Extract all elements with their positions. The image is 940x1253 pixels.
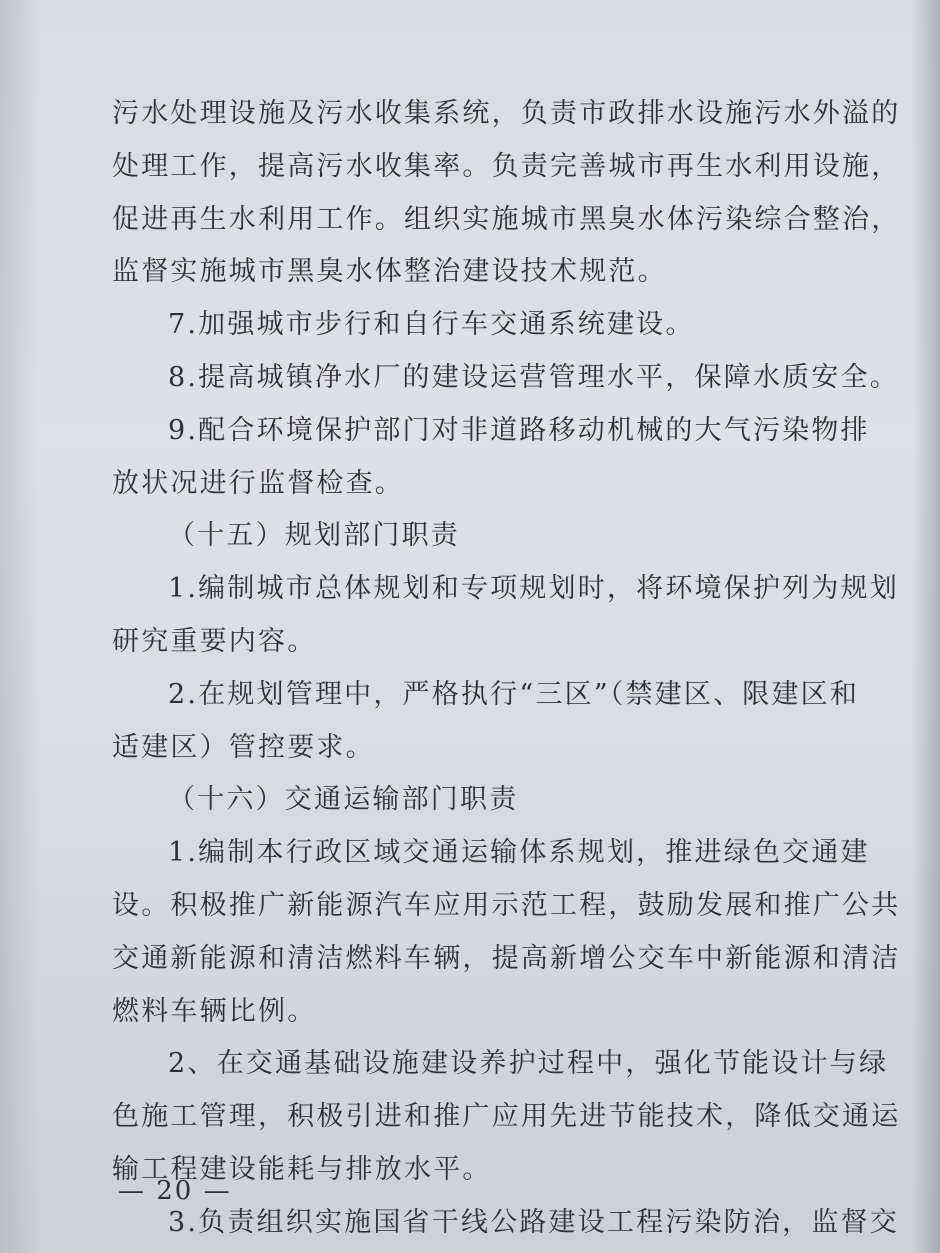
list-item: 7.加强城市步行和自行车交通系统建设。 bbox=[168, 309, 695, 341]
text-line: 污水处理设施及污水收集系统，负责市政排水设施污水外溢的 bbox=[112, 98, 901, 129]
text-line: 研究重要内容。 bbox=[112, 625, 317, 657]
list-item: 9.配合环境保护部门对非道路移动机械的大气污染物排 bbox=[168, 414, 870, 446]
list-item: 8.提高城镇净水厂的建设运营管理水平，保障水质安全。 bbox=[168, 361, 899, 393]
section-heading: （十五）规划部门职责 bbox=[168, 520, 460, 552]
text-line: 监督实施城市黑臭水体整治建设技术规范。 bbox=[112, 256, 667, 288]
section-heading: （十六）交通运输部门职责 bbox=[168, 784, 519, 816]
text-line: 设。积极推广新能源汽车应用示范工程，鼓励发展和推广公共 bbox=[112, 889, 901, 921]
list-item: 1.编制城市总体规划和专项规划时，将环境保护列为规划 bbox=[168, 573, 899, 605]
text-line: 色施工管理，积极引进和推广应用先进节能技术，降低交通运 bbox=[112, 1101, 901, 1133]
list-item: 3.负责组织实施国省干线公路建设工程污染防治，监督交 bbox=[168, 1206, 899, 1238]
text-line: 交通新能源和清洁燃料车辆，提高新增公交车中新能源和清洁 bbox=[112, 942, 901, 974]
text-line: 促进再生水利用工作。组织实施城市黑臭水体污染综合整治， bbox=[112, 203, 901, 235]
text-line: 放状况进行监督检查。 bbox=[112, 467, 404, 499]
list-item: 2、在交通基础设施建设养护过程中，强化节能设计与绿 bbox=[168, 1048, 889, 1080]
document-body bbox=[112, 88, 901, 1250]
text-line: 燃料车辆比例。 bbox=[112, 995, 317, 1027]
list-item: 1.编制本行政区域交通运输体系规划，推进绿色交通建 bbox=[168, 837, 870, 869]
text-line: 适建区）管控要求。 bbox=[112, 731, 375, 763]
page-number: — 20 — bbox=[118, 1176, 232, 1206]
text-line: 处理工作，提高污水收集率。负责完善城市再生水利用设施， bbox=[112, 150, 901, 182]
text-line: 输工程建设能耗与排放水平。 bbox=[112, 1153, 492, 1185]
list-item: 2.在规划管理中，严格执行“三区”（禁建区、限建区和 bbox=[168, 678, 860, 710]
